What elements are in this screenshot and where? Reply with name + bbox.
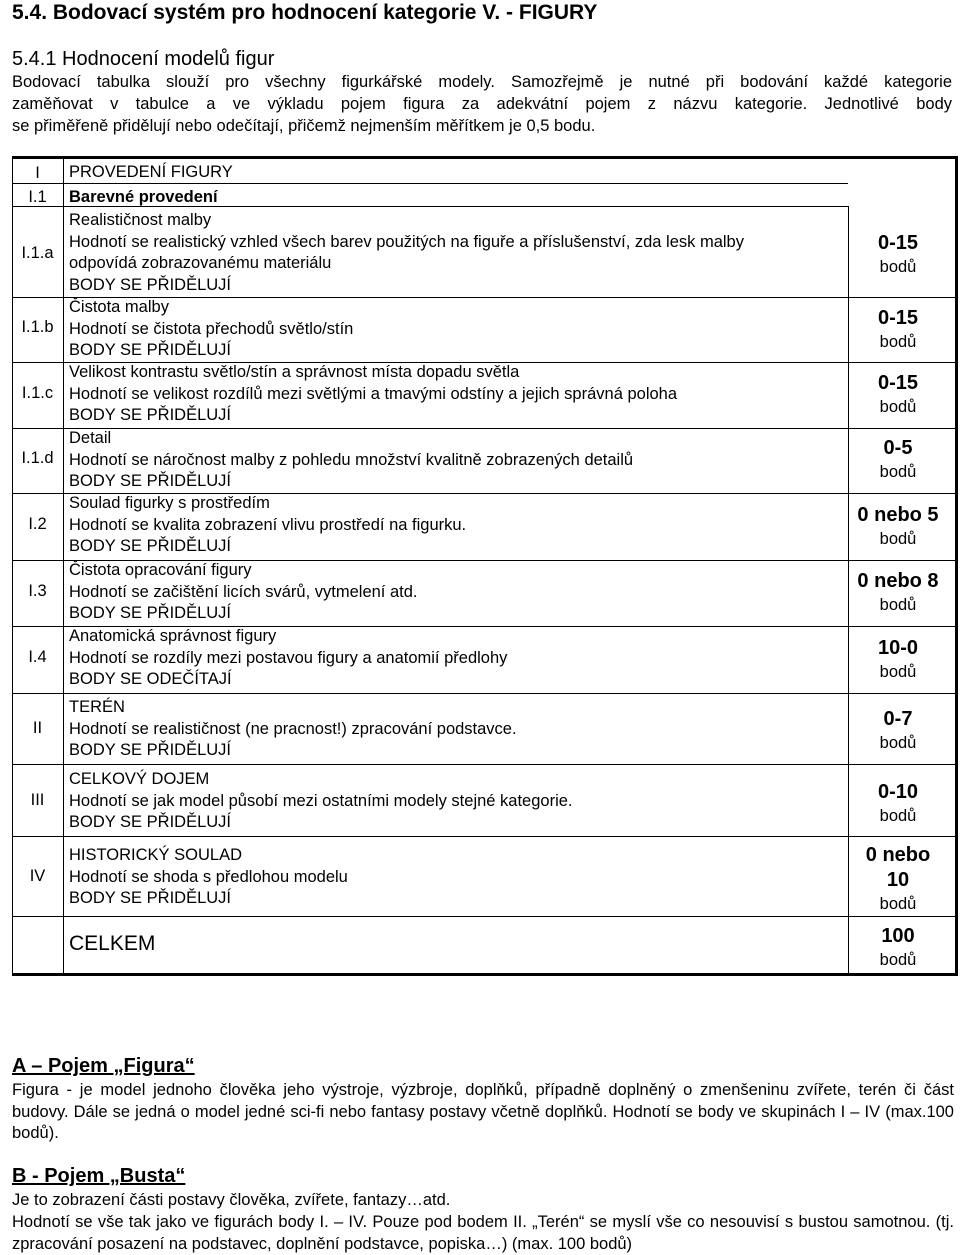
table-line (12, 764, 955, 765)
row-description: Soulad figurky s prostředím Hodnotí se kvalita zobrazení vlivu prostředí na figurku. BODY SE PŘIDĚLUJÍ (69, 494, 467, 555)
section-b-line: Je to zobrazení části postavy člověka, zvířete, fantazy…atd. (12, 1191, 451, 1209)
section-a-title: A – Pojem „Figura“ (12, 1055, 195, 1077)
intro-line: Bodovací tabulka slouží pro všechny figurkářské modely. Samozřejmě je nutné při bodování každé kategorie (12, 73, 952, 91)
row-description: Realističnost malby Hodnotí se realistický vzhled všech barev použitých na figuře a příslušenství, zda lesk malby odpovídá zobrazovanému materiálu BODY SE PŘIDĚLUJÍ (69, 211, 744, 294)
row-points: 0-15 bodů (877, 307, 919, 351)
intro-paragraph (12, 71, 952, 137)
row-code: II (32, 719, 43, 737)
table-divider (63, 156, 64, 976)
table-line (12, 916, 955, 917)
table-header-title: PROVEDENÍ FIGURY (69, 163, 233, 181)
row-code: I.1.d (21, 449, 54, 467)
table-line (12, 836, 955, 837)
row-points: 0 nebo 10 bodů (865, 844, 931, 913)
row-code: I.3 (28, 582, 47, 600)
row-code: I (35, 164, 40, 182)
row-code: I.2 (28, 515, 47, 533)
row-description: Detail Hodnotí se náročnost malby z pohledu množství kvalitně zobrazených detailů BODY SE PŘIDĚLUJÍ (69, 429, 634, 490)
row-description: Anatomická správnost figury Hodnotí se rozdíly mezi postavou figury a anatomií předlohy BODY SE ODEČÍTAJÍ (69, 627, 508, 688)
row-points: 10-0 bodů (877, 637, 919, 681)
section-a-text: Figura - je model jednoho člověka jeho výstroje, výzbroje, doplňků, případně doplněný o zmenšeninu zvířete, terén či část budovy. Dále se jedná o model jedné sci-fi nebo fantasy postavy včetně doplňků. Hodnotí se body ve skupinách I – IV (max.100 bodů). (12, 1081, 954, 1142)
row-points: 0 nebo 8 bodů (857, 570, 939, 614)
row-code: I.1.b (21, 318, 54, 336)
row-points: 0-5 bodů (879, 437, 917, 481)
row-description: Čistota opracování figury Hodnotí se začištění licích svárů, vytmelení atd. BODY SE PŘIDĚLUJÍ (69, 561, 418, 622)
section-b-text: Hodnotí se vše tak jako ve figurách body I. – IV. Pouze pod bodem II. „Terén“ se myslí vše co nesouvisí s bustou samotnou. (tj. zpracování posazení na podstavec, doplnění podstavce, popiska…) (max. 100 bodů) (12, 1213, 954, 1253)
total-label: CELKEM (69, 932, 156, 955)
section-b-title: B - Pojem „Busta“ (12, 1165, 186, 1187)
row-points: 0 nebo 5 bodů (857, 504, 939, 548)
row-code: III (30, 791, 45, 809)
row-description: Čistota malby Hodnotí se čistota přechodů světlo/stín BODY SE PŘIDĚLUJÍ (69, 298, 354, 359)
row-code: I.4 (28, 648, 47, 666)
scoring-table (12, 156, 958, 976)
section-heading: 5.4. Bodovací systém pro hodnocení kategorie V. - FIGURY (12, 1, 598, 24)
row-points: 0-10 bodů (877, 781, 919, 825)
total-points: 100 bodů (879, 925, 917, 969)
row-points: 0-7 bodů (879, 708, 917, 752)
intro-line: se přiměřeně přidělují nebo odečítají, přičemž nejmenším měřítkem je 0,5 bodu. (12, 117, 596, 135)
row-description: CELKOVÝ DOJEM Hodnotí se jak model působí mezi ostatními modely stejné kategorie. BODY SE PŘIDĚLUJÍ (69, 770, 573, 831)
row-code: I.1.c (21, 384, 54, 402)
subgroup-title: Barevné provedení (69, 188, 218, 206)
row-code: IV (29, 867, 46, 885)
row-code: I.1.a (21, 244, 54, 262)
intro-line: zaměňovat v tabulce a ve výkladu pojem figura za adekvátní pojem z názvu kategorie. Jednotlivé body (12, 95, 952, 113)
row-points: 0-15 bodů (877, 372, 919, 416)
row-points: 0-15 bodů (877, 232, 919, 276)
row-description: Velikost kontrastu světlo/stín a správnost místa dopadu světla Hodnotí se velikost rozdílů mezi světlými a tmavými odstíny a jejich správná poloha BODY SE PŘIDĚLUJÍ (69, 363, 678, 424)
table-line (12, 693, 955, 694)
row-description: TERÉN Hodnotí se realističnost (ne pracnost!) zpracování podstavce. BODY SE PŘIDĚLUJÍ (69, 698, 517, 759)
subsection-heading: 5.4.1 Hodnocení modelů figur (12, 48, 275, 70)
row-description: HISTORICKÝ SOULAD Hodnotí se shoda s předlohou modelu BODY SE PŘIDĚLUJÍ (69, 846, 348, 907)
row-code: I.1 (28, 188, 47, 206)
